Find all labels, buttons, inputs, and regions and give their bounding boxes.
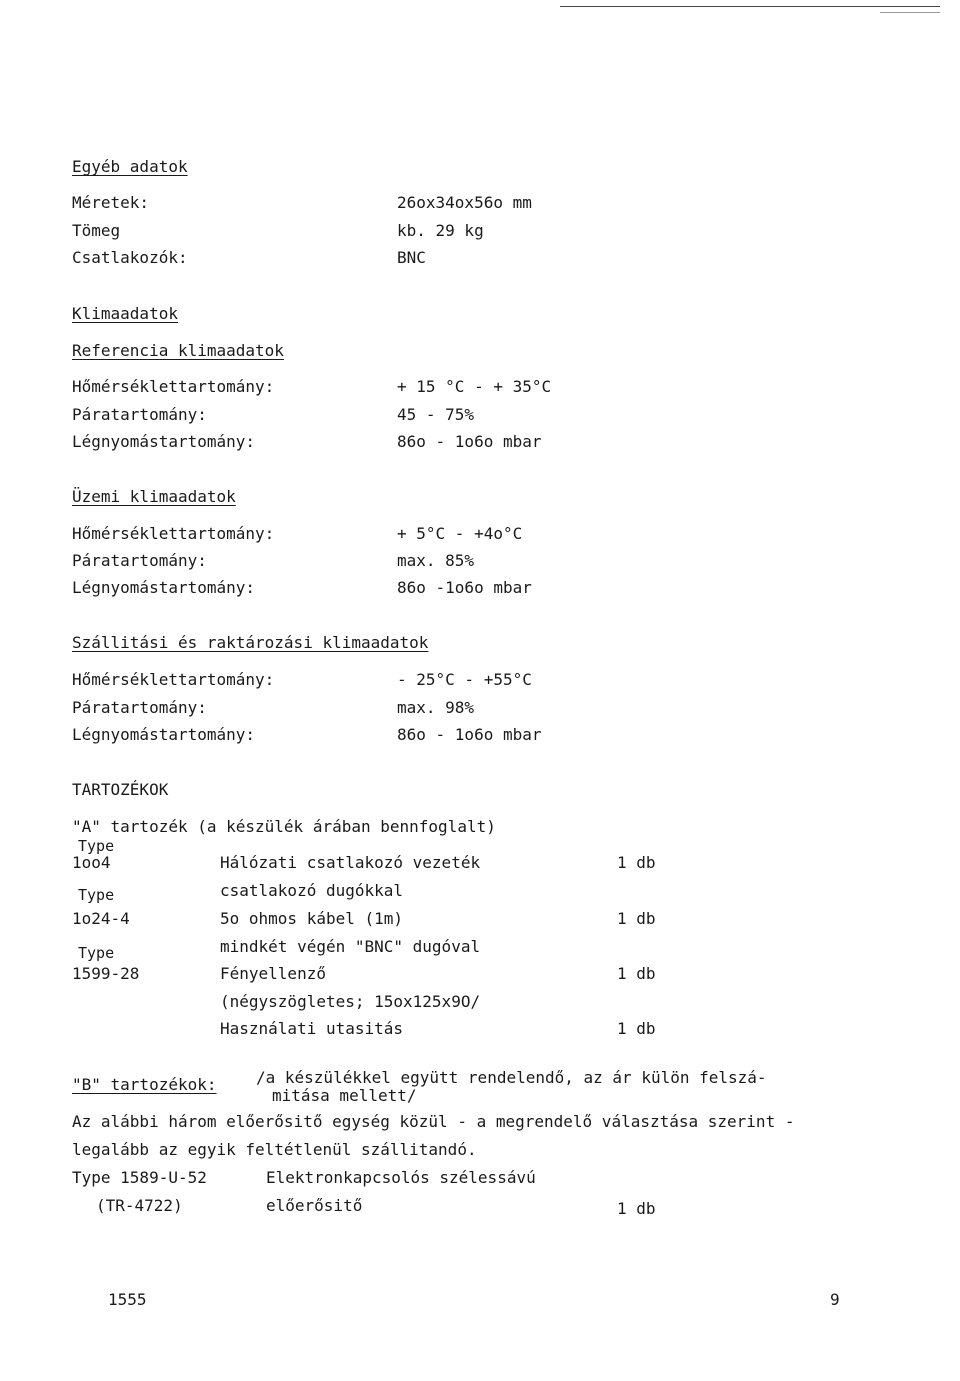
reference-value: 86o - 1o6o mbar xyxy=(397,432,542,451)
operating-label: Páratartomány: xyxy=(72,551,207,570)
item-quantity: 1 db xyxy=(617,853,656,872)
b-note-line2: mitása mellett/ xyxy=(272,1086,417,1105)
item-description: 5o ohmos kábel (1m) xyxy=(220,909,404,928)
item-quantity: 1 db xyxy=(617,964,656,983)
item-description: Fényellenző xyxy=(220,964,326,983)
operating-value: + 5°C - +4o°C xyxy=(397,524,523,543)
item-description: mindkét végén "BNC" dugóval xyxy=(220,937,481,956)
item-description: Hálózati csatlakozó vezeték xyxy=(220,853,481,872)
transport-label: Páratartomány: xyxy=(72,698,207,717)
reference-label: Hőmérséklettartomány: xyxy=(72,377,275,396)
item-type-number: 1o24-4 xyxy=(72,909,130,928)
accessories-a-title: "A" tartozék (a készülék árában bennfoglalt) xyxy=(72,817,496,836)
misc-value: 26ox34ox56o mm xyxy=(397,193,532,212)
manual-quantity: 1 db xyxy=(617,1019,656,1038)
manual-text: Használati utasitás xyxy=(220,1019,404,1038)
top-rule-short xyxy=(880,12,940,13)
item-type-number: 1599-28 xyxy=(72,964,140,983)
item-type-label: Type xyxy=(78,944,115,962)
transport-value: 86o - 1o6o mbar xyxy=(397,725,542,744)
reference-label: Légnyomástartomány: xyxy=(72,432,256,451)
subheading-transport: Szállitási és raktározási klimaadatok xyxy=(72,633,429,652)
reference-label: Páratartomány: xyxy=(72,405,207,424)
section-heading-misc: Egyéb adatok xyxy=(72,157,188,176)
b-item-line2: előerősitő xyxy=(266,1196,363,1215)
b-item-type-sub: (TR-4722) xyxy=(96,1196,183,1215)
item-description: (négyszögletes; 15ox125x9O/ xyxy=(220,992,481,1011)
transport-label: Légnyomástartomány: xyxy=(72,725,256,744)
operating-label: Hőmérséklettartomány: xyxy=(72,524,275,543)
misc-value: BNC xyxy=(397,248,426,267)
item-quantity: 1 db xyxy=(617,909,656,928)
misc-label: Méretek: xyxy=(72,193,150,212)
b-item-quantity: 1 db xyxy=(617,1199,656,1218)
footer-number: 1555 xyxy=(108,1290,147,1309)
item-type-label: Type xyxy=(78,886,115,904)
operating-value: 86o -1o6o mbar xyxy=(397,578,532,597)
paragraph-line2: legalább az egyik feltétlenül szállitandó. xyxy=(72,1140,477,1159)
b-item-line1: Elektronkapcsolós szélessávú xyxy=(266,1168,536,1187)
item-type-number: 1oo4 xyxy=(72,853,111,872)
reference-value: 45 - 75% xyxy=(397,405,475,424)
operating-value: max. 85% xyxy=(397,551,475,570)
b-item-type: Type 1589-U-52 xyxy=(72,1168,207,1187)
page-number: 9 xyxy=(830,1290,840,1309)
reference-value: + 15 °C - + 35°C xyxy=(397,377,552,396)
transport-value: - 25°C - +55°C xyxy=(397,670,532,689)
misc-value: kb. 29 kg xyxy=(397,221,484,240)
accessories-b-title: "B" tartozékok: xyxy=(72,1075,217,1094)
section-heading-climate: Klimaadatok xyxy=(72,304,178,323)
misc-label: Csatlakozók: xyxy=(72,248,188,267)
misc-label: Tömeg xyxy=(72,221,121,240)
transport-value: max. 98% xyxy=(397,698,475,717)
accessories-heading: TARTOZÉKOK xyxy=(72,780,169,799)
item-type-label: Type xyxy=(78,837,115,855)
paragraph-line1: Az alábbi három előerősitő egység közül - a megrendelő választása szerint - xyxy=(72,1112,795,1131)
subheading-operating: Üzemi klimaadatok xyxy=(72,487,236,506)
transport-label: Hőmérséklettartomány: xyxy=(72,670,275,689)
operating-label: Légnyomástartomány: xyxy=(72,578,256,597)
item-description: csatlakozó dugókkal xyxy=(220,881,404,900)
b-note-line1: /a készülékkel együtt rendelendő, az ár külön felszá- xyxy=(256,1068,767,1087)
subheading-reference: Referencia klimaadatok xyxy=(72,341,284,360)
top-rule xyxy=(560,6,940,7)
